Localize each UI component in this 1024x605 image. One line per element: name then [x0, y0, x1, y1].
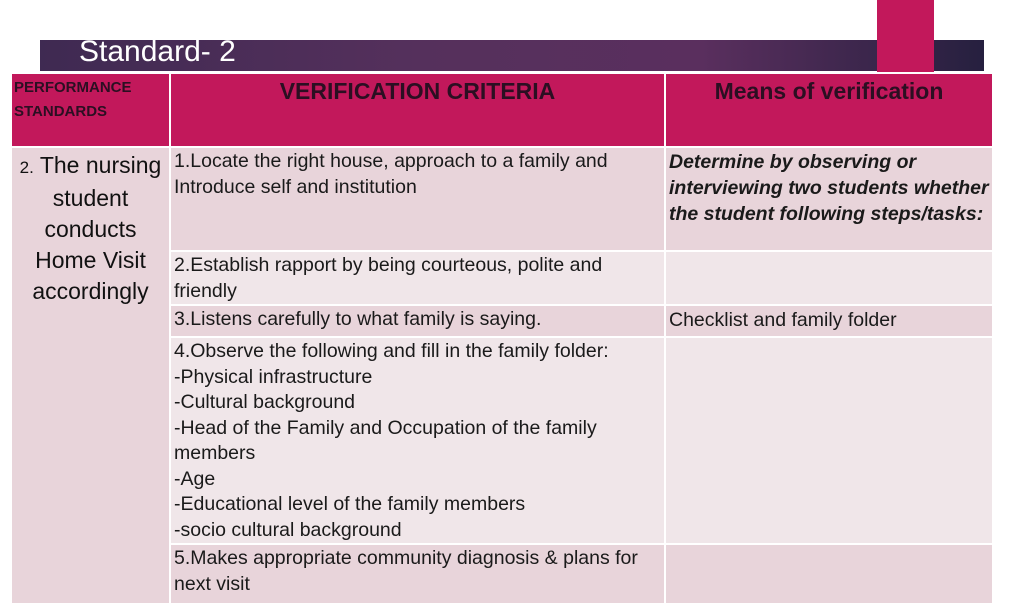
criteria-5: 5.Makes appropriate community diagnosis & plans for next visit — [170, 544, 665, 604]
criteria-4 — [170, 337, 665, 544]
accent-tab — [877, 0, 934, 72]
means-4-empty — [665, 337, 993, 544]
criteria-2: 2.Establish rapport by being courteous, polite and friendly — [170, 251, 665, 305]
means-3: Checklist and family folder — [665, 305, 993, 337]
criteria-4-line: -Head of the Family and Occupation of the family members — [174, 416, 597, 464]
criteria-1: 1.Locate the right house, approach to a family and Introduce self and institution — [170, 147, 665, 251]
means-1: Determine by observing or interviewing two students whether the student following steps/tasks: — [665, 147, 993, 251]
standard-text: The nursing student conducts Home Visit accordingly — [32, 152, 162, 304]
criteria-4-line: -Physical infrastructure — [174, 365, 373, 388]
standard-number: 2. — [19, 158, 34, 177]
means-5-empty — [665, 544, 993, 604]
header-performance-standards: PERFORMANCE STANDARDS — [11, 73, 170, 147]
criteria-4-line: -socio cultural background — [174, 518, 402, 541]
standard-cell — [11, 147, 170, 604]
criteria-4-line: -Cultural background — [174, 391, 356, 413]
criteria-4-line: -Educational level of the family members — [174, 493, 526, 515]
criteria-3: 3.Listens carefully to what family is saying. — [170, 305, 665, 337]
criteria-4-line: 4.Observe the following and fill in the family folder: — [174, 340, 609, 362]
header-row — [11, 73, 993, 147]
criteria-4-line: -Age — [174, 467, 216, 490]
table-row — [11, 147, 993, 251]
page-title: Standard- 2 — [79, 35, 236, 68]
standards-table — [10, 72, 992, 605]
means-2-empty — [665, 251, 993, 305]
header-verification-criteria: VERIFICATION CRITERIA — [170, 73, 665, 147]
header-means-of-verification: Means of verification — [665, 73, 993, 147]
